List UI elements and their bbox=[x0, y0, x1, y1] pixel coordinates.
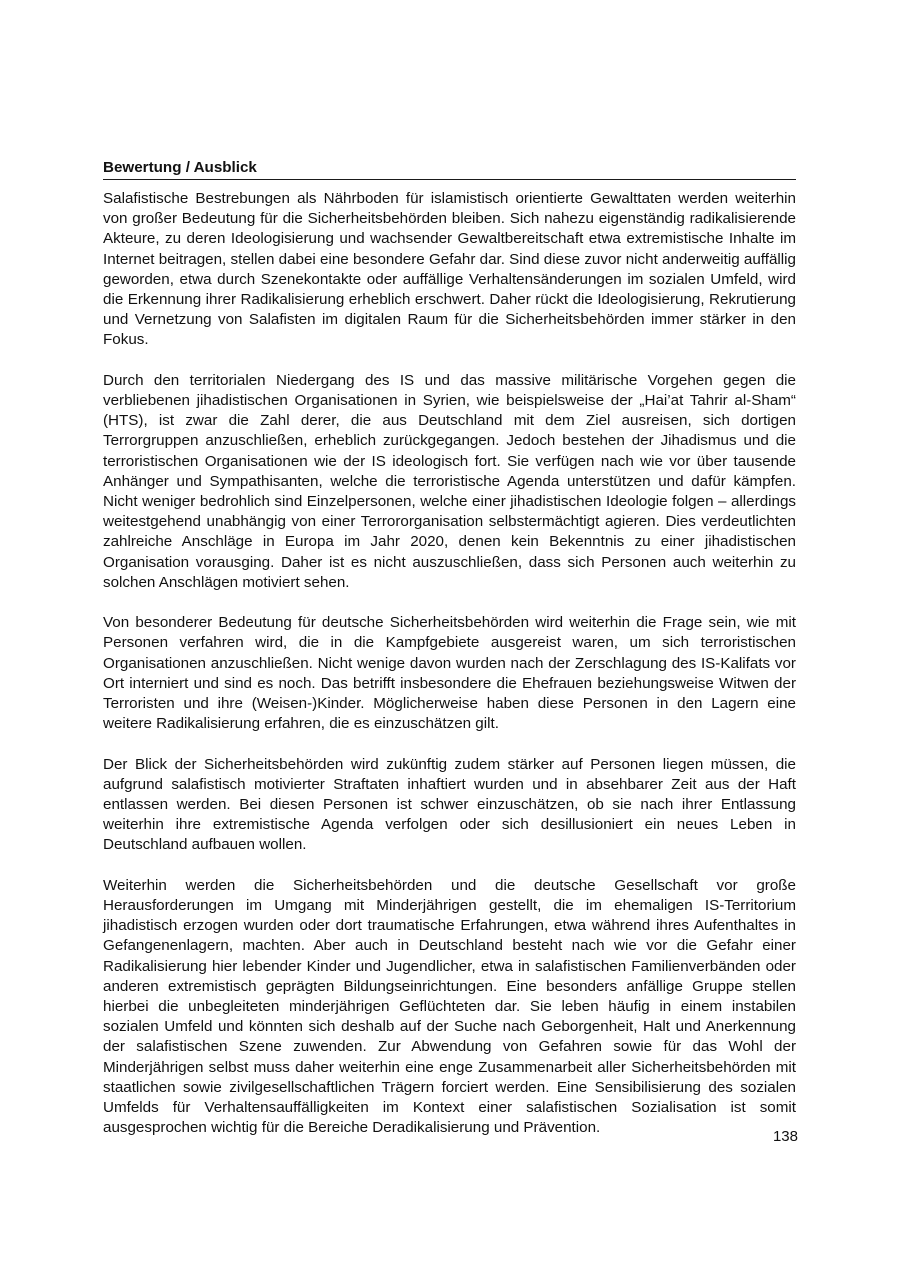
paragraph-1: Salafistische Bestrebungen als Nährboden für islamistisch orientierte Gewalttaten werden weiterhin von großer Bedeutung für die Sicherheitsbehörden bleiben. Sich nahezu eigenständig radikalisierende Akteure, zu deren Ideologisierung und wachsender Gewaltbereitschaft etwa extremistische Inhalte im Internet beitragen, stellen dabei eine besondere Gefahr dar. Sind diese zuvor nicht anderweitig auffällig geworden, etwa durch Szenekontakte oder auffällige Verhaltensänderungen im sozialen Umfeld, wird die Erkennung ihrer Radikalisierung erheblich erschwert. Daher rückt die Ideologisierung, Rekrutierung und Vernetzung von Salafisten im digitalen Raum für die Sicherheitsbehörden immer stärker in den Fokus. bbox=[103, 190, 796, 349]
paragraph-2: Durch den territorialen Niedergang des IS und das massive militärische Vorgehen gegen die verbliebenen jihadistischen Organisationen in Syrien, wie beispielsweise der „Hai’at Tahrir al-Sham“ (HTS), ist zwar die Zahl derer, die aus Deutschland mit dem Ziel ausreisen, sich dortigen Terrorgruppen anzuschließen, erheblich zurückgegangen. Jedoch bestehen der Jihadismus und die terroristischen Organisationen wie der IS ideologisch fort. Sie verfügen nach wie vor über tausende Anhänger und Sympathisanten, welche die terroristische Agenda unterstützen und dafür kämpfen. Nicht weniger bedrohlich sind Einzelpersonen, welche einer jihadistischen Ideologie folgen – allerdings weitestgehend unabhängig von einer Terrororganisation selbstermächtigt agieren. Dies verdeutlichten zahlreiche Anschläge in Europa im Jahr 2020, denen kein Bekenntnis zu einer jihadistischen Organisation vorausging. Daher ist es nicht auszuschließen, dass sich Personen auch weiterhin zu solchen Anschlägen motiviert sehen. bbox=[103, 371, 796, 591]
page-content bbox=[103, 158, 796, 1138]
paragraph-5: Weiterhin werden die Sicherheitsbehörden und die deutsche Gesellschaft vor große Herausforderungen im Umgang mit Minderjährigen gestellt, die im ehemaligen IS-Territorium jihadistisch erzogen wurden oder dort traumatische Erfahrungen, etwa während ihres Aufenthaltes in Gefangenenlagern, machten. Aber auch in Deutschland besteht nach wie vor die Gefahr einer Radikalisierung hier lebender Kinder und Jugendlicher, etwa in salafistischen Familienverbänden oder anderen extremistisch geprägten Bildungseinrichtungen. Eine besonders anfällige Gruppe stellen hierbei die unbegleiteten minderjährigen Geflüchteten dar. Sie leben häufig in einem instabilen sozialen Umfeld und könnten sich deshalb auf der Suche nach Geborgenheit, Halt und Anerkennung der salafistischen Szene zuwenden. Zur Abwendung von Gefahren sowie für das Wohl der Minderjährigen selbst muss daher weiterhin eine enge Zusammenarbeit aller Sicherheitsbehörden mit staatlichen sowie zivilgesellschaftlichen Trägern forciert werden. Eine Sensibilisierung des sozialen Umfelds für Verhaltensauffälligkeiten im Kontext einer salafistischen Sozialisation ist somit ausgesprochen wichtig für die Bereiche Deradikalisierung und Prävention. bbox=[103, 876, 796, 1137]
section-heading: Bewertung / Ausblick bbox=[103, 158, 796, 180]
paragraph-4: Der Blick der Sicherheitsbehörden wird zukünftig zudem stärker auf Personen liegen müssen, die aufgrund salafistisch motivierter Straftaten inhaftiert wurden und in absehbarer Zeit aus der Haft entlassen werden. Bei diesen Personen ist schwer einzuschätzen, ob sie nach ihrer Entlassung weiterhin ihre extremistische Agenda verfolgen oder sich desillusioniert ein neues Leben in Deutschland aufbauen wollen. bbox=[103, 755, 796, 854]
page-number: 138 bbox=[772, 1128, 798, 1145]
paragraph-3: Von besonderer Bedeutung für deutsche Sicherheitsbehörden wird weiterhin die Frage sein, wie mit Personen verfahren wird, die in die Kampfgebiete ausgereist waren, um sich terroristischen Organisationen anzuschließen. Nicht wenige davon wurden nach der Zerschlagung des IS-Kalifats vor Ort interniert und sind es noch. Das betrifft insbesondere die Ehefrauen beziehungsweise Witwen der Terroristen und ihre (Weisen-)Kinder. Möglicherweise haben diese Personen in den Lagern eine weitere Radikalisierung erfahren, die es einzuschätzen gilt. bbox=[103, 614, 796, 733]
